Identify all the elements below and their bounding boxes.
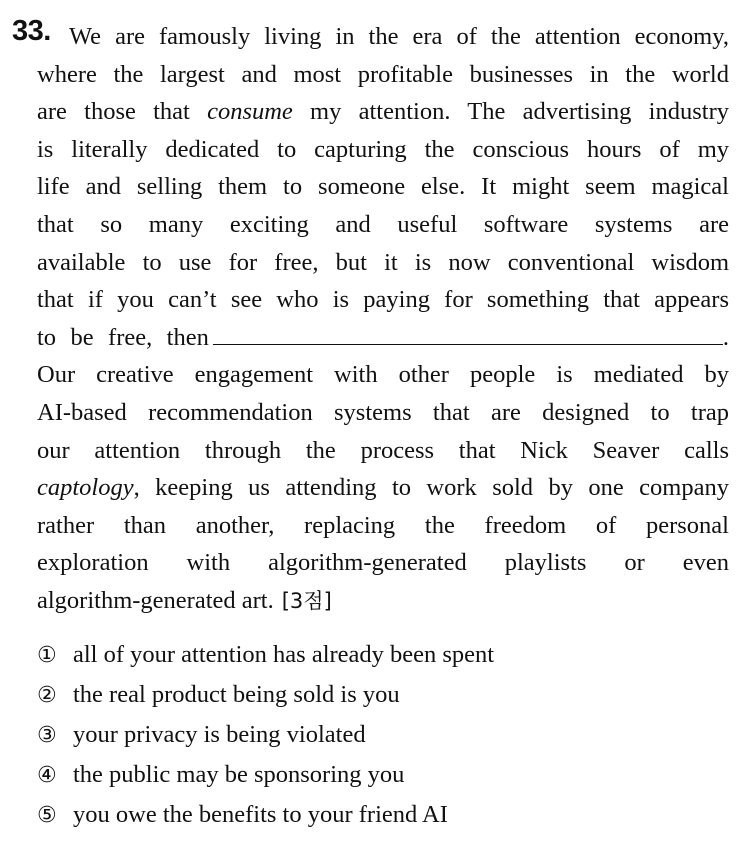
passage-line: [37, 469, 729, 507]
text-segment: to be free, then: [37, 323, 209, 351]
passage-line: [37, 93, 729, 131]
points-label: [3점]: [281, 588, 332, 613]
italic-term: consume: [207, 98, 293, 126]
text-segment: life and selling them to someone else. It might seem magical: [37, 173, 729, 201]
choice-text: the public may be sponsoring you: [73, 761, 405, 788]
passage-line: [37, 432, 729, 470]
choice-5[interactable]: [37, 795, 727, 835]
text-segment: that so many exciting and useful software systems are: [37, 210, 729, 238]
text-segment: We are famously living in the era of the attention economy,: [69, 23, 729, 50]
choice-text: your privacy is being violated: [73, 721, 366, 748]
passage-line: [37, 244, 729, 282]
question-number: 33.: [12, 15, 51, 47]
choice-2[interactable]: [37, 675, 727, 715]
choice-4[interactable]: [37, 755, 727, 795]
choice-text: the real product being sold is you: [73, 681, 400, 708]
answer-choices: [37, 635, 727, 835]
choice-number: ③: [37, 723, 57, 748]
text-segment: that if you can’t see who is paying for something that appears: [37, 286, 729, 314]
choice-1[interactable]: [37, 635, 727, 675]
text-segment: rather than another, replacing the freedom of personal: [37, 511, 729, 539]
italic-term: captology: [37, 474, 134, 502]
text-segment: are those that: [37, 98, 208, 126]
passage-line: [37, 356, 729, 394]
passage-line: [37, 206, 729, 244]
text-segment: my attention. The advertising industry: [292, 98, 729, 126]
text-segment: .: [722, 323, 729, 351]
passage-line: [37, 131, 729, 169]
text-segment: where the largest and most profitable businesses in the world: [37, 60, 729, 88]
passage-line: [37, 168, 729, 206]
passage-text: [37, 18, 729, 621]
passage-line: [37, 544, 729, 582]
choice-number: ④: [37, 763, 57, 788]
passage-line: [37, 394, 729, 432]
text-segment: our attention through the process that Nick Seaver calls: [37, 436, 729, 464]
choice-text: you owe the benefits to your friend AI: [73, 801, 448, 828]
passage-line: [37, 507, 729, 545]
passage-line: [37, 582, 729, 621]
passage-line: [37, 18, 729, 56]
choice-number: ①: [37, 643, 57, 668]
text-segment: is literally dedicated to capturing the conscious hours of my: [37, 135, 729, 163]
passage-line: [37, 319, 729, 357]
text-segment: AI-based recommendation systems that are designed to trap: [37, 398, 729, 426]
text-segment: exploration with algorithm-generated playlists or even: [37, 549, 729, 577]
passage-line: [37, 56, 729, 94]
choice-text: all of your attention has already been spent: [73, 641, 495, 668]
answer-blank: [213, 320, 723, 345]
choice-number: ⑤: [37, 803, 57, 828]
text-segment: , keeping us attending to work sold by one company: [133, 474, 729, 502]
choice-3[interactable]: [37, 715, 727, 755]
text-segment: available to use for free, but it is now conventional wisdom: [37, 248, 729, 276]
choice-number: ②: [37, 683, 57, 708]
text-segment: Our creative engagement with other people is mediated by: [37, 361, 729, 389]
passage-line: [37, 281, 729, 319]
text-segment: algorithm-generated art.: [37, 586, 274, 614]
